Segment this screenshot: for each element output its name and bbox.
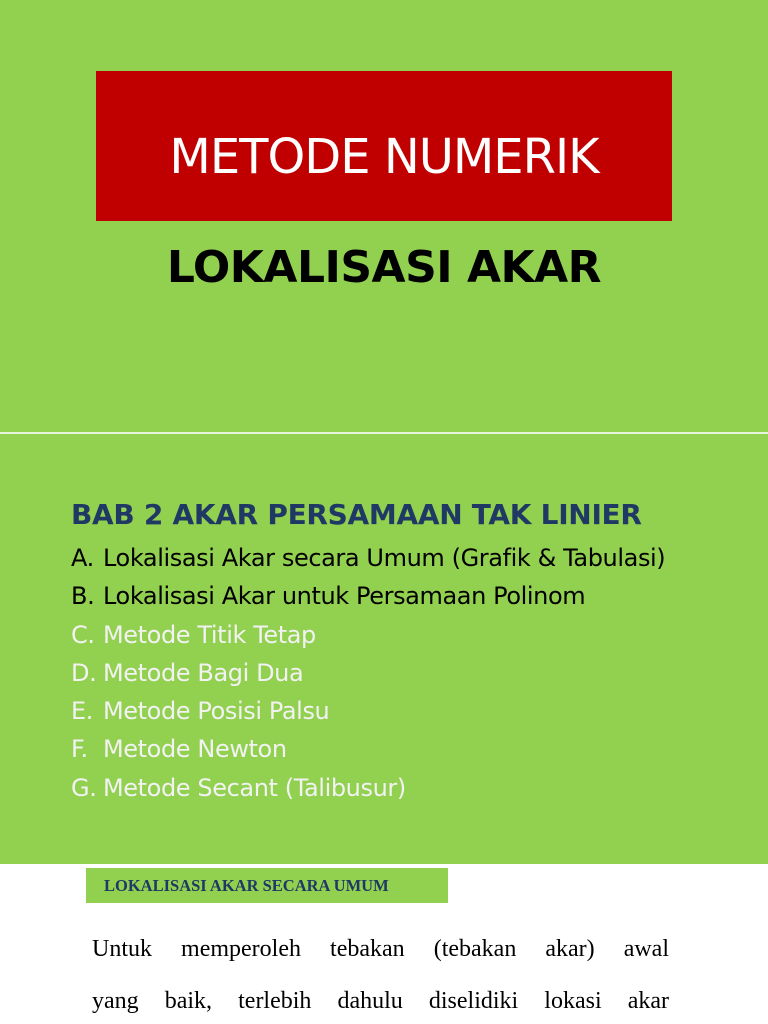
outline-slide [0, 434, 768, 864]
topic-letter: C. [71, 620, 95, 649]
topic-letter: D. [71, 658, 97, 687]
topic-text: Metode Secant (Talibusur) [103, 773, 406, 802]
topic-text: Metode Posisi Palsu [103, 697, 330, 726]
title-banner [96, 71, 672, 221]
topic-letter: B. [71, 582, 95, 611]
topic-text: Metode Titik Tetap [103, 620, 316, 649]
topic-text: Metode Bagi Dua [103, 658, 304, 687]
topic-text: Lokalisasi Akar untuk Persamaan Polinom [103, 582, 586, 611]
topic-item [71, 735, 665, 773]
topic-letter: F. [71, 735, 88, 764]
topic-letter: A. [71, 544, 94, 572]
section-heading: LOKALISASI AKAR SECARA UMUM [104, 875, 389, 895]
topic-letter: G. [71, 773, 97, 802]
topic-item [71, 582, 665, 620]
section-heading-box [86, 868, 448, 903]
chapter-heading: BAB 2 AKAR PERSAMAAN TAK LINIER [71, 498, 642, 531]
topic-letter: E. [71, 697, 93, 726]
topic-text: Metode Newton [103, 735, 287, 764]
paragraph-line: Untuk memperoleh tebakan (tebakan akar) awal [92, 936, 669, 962]
paragraph-line: yang baik, terlebih dahulu diselidiki lokasi akar [92, 988, 669, 1014]
title-slide [0, 0, 768, 432]
slide-subtitle: LOKALISASI AKAR [166, 242, 602, 293]
topic-text: Lokalisasi Akar secara Umum (Grafik & Tabulasi) [103, 544, 666, 572]
topic-item [71, 774, 665, 812]
body-paragraph [92, 936, 669, 1024]
topic-item [71, 544, 665, 582]
topic-item [71, 621, 665, 659]
slide-title: METODE NUMERIK [169, 129, 599, 185]
topic-list [71, 544, 665, 812]
topic-item [71, 697, 665, 735]
topic-item [71, 659, 665, 697]
document-page [0, 864, 768, 1024]
